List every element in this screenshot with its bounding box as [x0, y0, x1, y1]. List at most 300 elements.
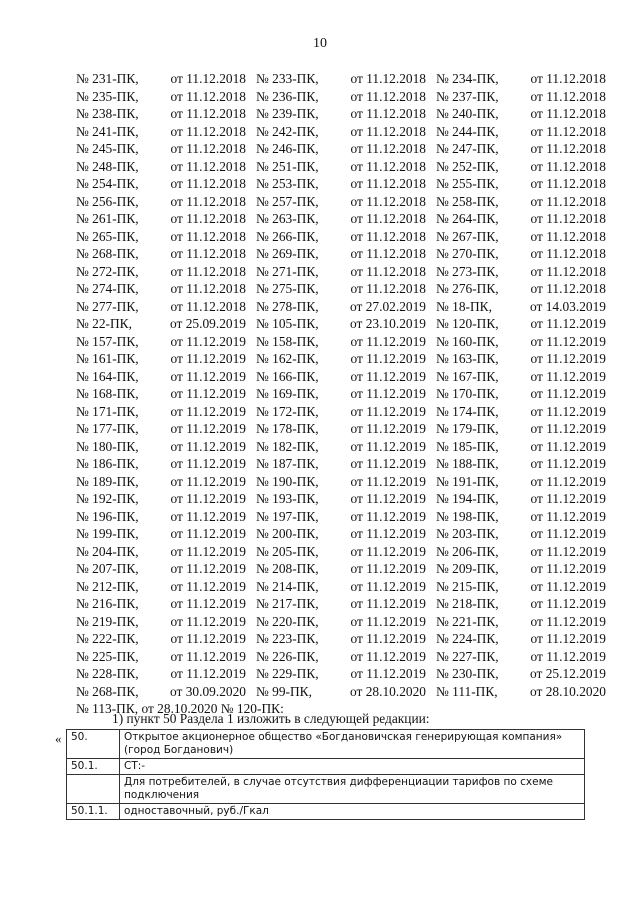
resolution-number: № 225-ПК, [76, 648, 139, 664]
resolution-date: от 11.12.2019 [170, 403, 246, 419]
resolution-entry [436, 385, 606, 403]
resolution-date: от 11.12.2018 [170, 88, 246, 104]
resolution-entry [76, 228, 246, 246]
resolution-entry [436, 123, 606, 141]
resolution-number: № 218-ПК, [436, 596, 499, 611]
resolution-number: № 278-ПК, [256, 298, 319, 314]
resolution-number: № 276-ПК, [436, 281, 499, 296]
list-row [76, 630, 606, 648]
resolution-date: от 11.12.2018 [350, 228, 426, 244]
resolution-date: от 11.12.2019 [530, 368, 606, 384]
resolution-date: от 11.12.2019 [350, 578, 426, 594]
resolution-date: от 11.12.2018 [170, 281, 246, 296]
resolution-entry [76, 438, 246, 456]
resolution-entry [256, 263, 426, 281]
resolution-date: от 11.12.2018 [530, 141, 606, 156]
resolution-entry [76, 683, 246, 701]
list-row [76, 595, 606, 613]
resolution-date: от 11.12.2018 [530, 246, 606, 261]
resolution-entry [76, 403, 246, 421]
table-row [67, 730, 585, 759]
resolution-entry [436, 140, 606, 158]
resolution-entry [436, 298, 606, 316]
resolution-number: № 237-ПК, [436, 88, 499, 104]
resolution-entry [436, 228, 606, 246]
resolution-number: № 216-ПК, [76, 596, 139, 611]
resolution-entry [256, 560, 426, 578]
resolution-number: № 273-ПК, [436, 263, 499, 279]
resolution-date: от 11.12.2018 [530, 88, 606, 104]
resolution-date: от 11.12.2019 [350, 561, 426, 576]
resolution-number: № 196-ПК, [76, 508, 139, 524]
resolution-number: № 223-ПК, [256, 631, 319, 646]
resolution-date: от 11.12.2019 [530, 421, 606, 436]
resolution-number: № 221-ПК, [436, 613, 499, 629]
resolution-number: № 189-ПК, [76, 473, 139, 489]
resolution-entry [256, 333, 426, 351]
resolution-number: № 245-ПК, [76, 141, 139, 156]
resolution-date: от 11.12.2019 [530, 386, 606, 401]
resolution-date: от 25.09.2019 [170, 316, 246, 331]
resolution-number: № 224-ПК, [436, 631, 499, 646]
resolution-date: от 11.12.2019 [350, 473, 426, 489]
row-text: СТ:- [120, 759, 585, 775]
resolution-entry [256, 473, 426, 491]
list-row [76, 473, 606, 491]
row-text: Открытое акционерное общество «Богдановичская генерирующая компания» (город Богданович) [120, 730, 585, 759]
resolution-entry [256, 385, 426, 403]
list-row [76, 490, 606, 508]
resolution-date: от 11.12.2018 [350, 176, 426, 191]
resolution-number: № 162-ПК, [256, 351, 319, 366]
resolution-number: № 264-ПК, [436, 211, 499, 226]
resolution-date: от 11.12.2018 [350, 106, 426, 121]
resolution-date: от 11.12.2019 [350, 508, 426, 524]
resolution-entry [256, 420, 426, 438]
tariff-table [66, 729, 585, 820]
resolution-entry [256, 595, 426, 613]
resolution-number: № 177-ПК, [76, 421, 139, 436]
resolution-number: № 267-ПК, [436, 228, 499, 244]
resolution-number: № 274-ПК, [76, 281, 139, 296]
resolution-date: от 11.12.2019 [350, 333, 426, 349]
resolution-date: от 11.12.2018 [350, 246, 426, 261]
resolution-date: от 11.12.2018 [530, 106, 606, 121]
resolution-entry [256, 210, 426, 228]
resolution-date: от 11.12.2018 [530, 211, 606, 226]
resolution-date: от 11.12.2019 [530, 351, 606, 366]
resolution-date: от 11.12.2019 [350, 596, 426, 611]
resolution-number: № 235-ПК, [76, 88, 139, 104]
resolution-date: от 11.12.2018 [170, 193, 246, 209]
list-row [76, 350, 606, 368]
resolution-number: № 246-ПК, [256, 141, 319, 156]
resolution-date: от 23.10.2019 [350, 316, 426, 331]
resolution-entry [436, 193, 606, 211]
resolution-date: от 11.12.2019 [170, 351, 246, 366]
resolution-date: от 11.12.2019 [170, 631, 246, 646]
resolution-date: от 11.12.2019 [170, 613, 246, 629]
resolution-entry [76, 123, 246, 141]
resolution-date: от 11.12.2018 [350, 141, 426, 156]
resolution-date: от 25.12.2019 [530, 666, 606, 681]
row-text: Для потребителей, в случае отсутствия дифференциации тарифов по схеме подключения [120, 775, 585, 804]
list-row [76, 578, 606, 596]
resolution-entry [436, 578, 606, 596]
resolution-entry [76, 613, 246, 631]
resolution-number: № 238-ПК, [76, 106, 139, 121]
resolution-entry [436, 333, 606, 351]
resolution-number: № 241-ПК, [76, 123, 139, 139]
resolution-entry [76, 578, 246, 596]
resolution-date: от 11.12.2019 [530, 508, 606, 524]
list-last-line: № 113-ПК, от 28.10.2020 № 120-ПК: [76, 701, 284, 716]
list-row [76, 105, 606, 123]
resolution-entry [256, 140, 426, 158]
resolution-entry [76, 158, 246, 176]
resolution-number: № 271-ПК, [256, 263, 319, 279]
resolution-entry [256, 88, 426, 106]
list-row [76, 438, 606, 456]
resolution-entry [256, 508, 426, 526]
resolution-entry [436, 175, 606, 193]
resolution-date: от 11.12.2019 [350, 368, 426, 384]
resolution-entry [436, 508, 606, 526]
resolution-entry [76, 298, 246, 316]
row-number: 50.1. [67, 759, 120, 775]
resolution-entry [76, 210, 246, 228]
resolution-date: от 27.02.2019 [350, 298, 426, 314]
list-row [76, 420, 606, 438]
resolution-number: № 230-ПК, [436, 666, 499, 681]
resolution-number: № 244-ПК, [436, 123, 499, 139]
resolution-number: № 171-ПК, [76, 403, 139, 419]
resolution-number: № 178-ПК, [256, 421, 319, 436]
list-row [76, 385, 606, 403]
resolution-entry [436, 420, 606, 438]
resolution-date: от 11.12.2019 [530, 438, 606, 454]
list-row [76, 525, 606, 543]
list-row [76, 158, 606, 176]
resolution-entry [436, 88, 606, 106]
resolution-entry [436, 665, 606, 683]
resolution-date: от 11.12.2019 [170, 561, 246, 576]
resolution-entry [256, 403, 426, 421]
resolution-number: № 203-ПК, [436, 526, 499, 541]
resolution-number: № 111-ПК, [436, 683, 498, 699]
resolution-number: № 209-ПК, [436, 561, 499, 576]
resolution-date: от 11.12.2019 [170, 386, 246, 401]
list-row [76, 140, 606, 158]
resolution-date: от 11.12.2019 [350, 631, 426, 646]
resolution-entry [76, 350, 246, 368]
resolution-number: № 263-ПК, [256, 211, 319, 226]
resolution-entry [256, 525, 426, 543]
resolution-entry [76, 70, 246, 88]
resolution-entry [76, 648, 246, 666]
resolution-number: № 158-ПК, [256, 333, 319, 349]
resolution-date: от 11.12.2019 [350, 403, 426, 419]
resolution-date: от 11.12.2019 [350, 421, 426, 436]
resolution-number: № 266-ПК, [256, 228, 319, 244]
resolution-entry [436, 630, 606, 648]
resolution-entry [256, 630, 426, 648]
resolution-number: № 190-ПК, [256, 473, 319, 489]
amendment-intro: 1) пункт 50 Раздела 1 изложить в следующей редакции: [112, 711, 430, 726]
resolution-date: от 14.03.2019 [530, 298, 606, 314]
resolution-number: № 220-ПК, [256, 613, 319, 629]
opening-quote-mark: « [55, 731, 62, 746]
resolution-number: № 217-ПК, [256, 596, 319, 611]
resolution-date: от 11.12.2019 [530, 561, 606, 576]
resolution-entry [256, 613, 426, 631]
resolution-number: № 254-ПК, [76, 176, 139, 191]
resolution-entry [256, 315, 426, 333]
resolution-date: от 11.12.2018 [170, 158, 246, 174]
resolution-entry [256, 158, 426, 176]
resolution-entry [436, 70, 606, 88]
resolution-date: от 11.12.2019 [530, 613, 606, 629]
resolution-number: № 256-ПК, [76, 193, 139, 209]
resolution-entry [76, 490, 246, 508]
list-row [76, 368, 606, 386]
resolution-date: от 11.12.2018 [170, 71, 246, 86]
resolution-entry [76, 175, 246, 193]
resolution-entry [436, 438, 606, 456]
resolution-number: № 164-ПК, [76, 368, 139, 384]
resolution-entry [436, 280, 606, 298]
resolution-number: № 236-ПК, [256, 88, 319, 104]
list-row [76, 280, 606, 298]
resolution-date: от 11.12.2019 [170, 368, 246, 384]
resolution-entry [436, 683, 606, 701]
resolution-date: от 11.12.2018 [350, 281, 426, 296]
resolution-entry [76, 473, 246, 491]
resolution-number: № 277-ПК, [76, 298, 139, 314]
resolution-date: от 11.12.2018 [350, 88, 426, 104]
resolution-date: от 11.12.2018 [530, 263, 606, 279]
list-row [76, 455, 606, 473]
list-row [76, 123, 606, 141]
resolution-number: № 214-ПК, [256, 578, 319, 594]
resolution-entry [436, 455, 606, 473]
resolution-date: от 11.12.2019 [350, 543, 426, 559]
resolution-date: от 11.12.2019 [170, 648, 246, 664]
resolution-date: от 11.12.2019 [170, 333, 246, 349]
resolution-entry [76, 543, 246, 561]
list-row [76, 88, 606, 106]
resolution-date: от 11.12.2018 [170, 123, 246, 139]
resolution-number: № 253-ПК, [256, 176, 319, 191]
resolution-entry [256, 648, 426, 666]
resolution-entry [436, 350, 606, 368]
resolution-number: № 258-ПК, [436, 193, 499, 209]
resolution-number: № 219-ПК, [76, 613, 139, 629]
row-text: одноставочный, руб./Гкал [120, 804, 585, 820]
resolution-number: № 227-ПК, [436, 648, 499, 664]
resolution-entry [76, 315, 246, 333]
resolution-number: № 222-ПК, [76, 631, 139, 646]
resolution-date: от 11.12.2018 [530, 193, 606, 209]
resolution-date: от 11.12.2019 [530, 526, 606, 541]
resolution-entry [256, 350, 426, 368]
resolution-entry [76, 140, 246, 158]
resolution-date: от 11.12.2018 [530, 228, 606, 244]
resolution-entry [436, 543, 606, 561]
resolution-entry [76, 560, 246, 578]
resolution-number: № 192-ПК, [76, 491, 139, 506]
resolution-date: от 11.12.2019 [350, 613, 426, 629]
resolution-number: № 234-ПК, [436, 71, 499, 86]
resolution-date: от 11.12.2018 [170, 263, 246, 279]
resolution-entry [436, 315, 606, 333]
resolution-number: № 200-ПК, [256, 526, 319, 541]
resolution-date: от 11.12.2019 [530, 543, 606, 559]
resolution-number: № 207-ПК, [76, 561, 139, 576]
resolution-date: от 28.10.2020 [350, 683, 426, 699]
list-row [76, 403, 606, 421]
list-row [76, 298, 606, 316]
resolution-date: от 11.12.2018 [170, 106, 246, 121]
resolution-date: от 11.12.2019 [350, 438, 426, 454]
list-row [76, 560, 606, 578]
resolution-number: № 272-ПК, [76, 263, 139, 279]
resolution-date: от 11.12.2018 [350, 123, 426, 139]
resolution-list [76, 70, 606, 718]
resolution-entry [76, 665, 246, 683]
resolution-entry [256, 123, 426, 141]
list-row [76, 508, 606, 526]
resolution-number: № 206-ПК, [436, 543, 499, 559]
resolution-entry [256, 543, 426, 561]
resolution-number: № 185-ПК, [436, 438, 499, 454]
resolution-entry [436, 560, 606, 578]
resolution-date: от 11.12.2018 [170, 211, 246, 226]
resolution-date: от 11.12.2019 [170, 578, 246, 594]
resolution-number: № 265-ПК, [76, 228, 139, 244]
resolution-date: от 11.12.2018 [350, 193, 426, 209]
resolution-date: от 11.12.2018 [170, 141, 246, 156]
resolution-entry [256, 578, 426, 596]
resolution-entry [256, 455, 426, 473]
resolution-number: № 160-ПК, [436, 333, 499, 349]
resolution-number: № 182-ПК, [256, 438, 319, 454]
resolution-date: от 11.12.2019 [350, 386, 426, 401]
resolution-number: № 233-ПК, [256, 71, 319, 86]
resolution-number: № 170-ПК, [436, 386, 499, 401]
resolution-entry [256, 368, 426, 386]
resolution-entry [256, 105, 426, 123]
resolution-entry [436, 595, 606, 613]
resolution-number: № 193-ПК, [256, 491, 319, 506]
resolution-number: № 166-ПК, [256, 368, 319, 384]
resolution-entry [436, 525, 606, 543]
resolution-entry [76, 368, 246, 386]
resolution-number: № 261-ПК, [76, 211, 139, 226]
resolution-entry [76, 280, 246, 298]
resolution-entry [76, 630, 246, 648]
resolution-date: от 11.12.2018 [350, 211, 426, 226]
resolution-number: № 270-ПК, [436, 246, 499, 261]
resolution-number: № 229-ПК, [256, 666, 319, 681]
resolution-entry [256, 298, 426, 316]
resolution-number: № 180-ПК, [76, 438, 139, 454]
resolution-number: № 105-ПК, [256, 316, 319, 331]
resolution-number: № 226-ПК, [256, 648, 319, 664]
resolution-number: № 268-ПК, [76, 246, 139, 261]
row-number: 50. [67, 730, 120, 759]
list-row [76, 648, 606, 666]
resolution-number: № 247-ПК, [436, 141, 499, 156]
resolution-date: от 28.10.2020 [530, 683, 606, 699]
resolution-date: от 30.09.2020 [170, 683, 246, 699]
table-row [67, 775, 585, 804]
resolution-date: от 11.12.2019 [170, 491, 246, 506]
resolution-date: от 11.12.2019 [530, 333, 606, 349]
resolution-entry [256, 665, 426, 683]
list-row [76, 333, 606, 351]
resolution-number: № 198-ПК, [436, 508, 499, 524]
table-row [67, 804, 585, 820]
resolution-date: от 11.12.2018 [170, 246, 246, 261]
resolution-entry [436, 210, 606, 228]
resolution-entry [76, 88, 246, 106]
resolution-entry [76, 595, 246, 613]
resolution-number: № 174-ПК, [436, 403, 499, 419]
resolution-number: № 161-ПК, [76, 351, 139, 366]
resolution-entry [76, 245, 246, 263]
resolution-date: от 11.12.2018 [530, 176, 606, 191]
resolution-date: от 11.12.2018 [530, 71, 606, 86]
resolution-date: от 11.12.2019 [350, 351, 426, 366]
resolution-date: от 11.12.2019 [350, 456, 426, 471]
resolution-number: № 248-ПК, [76, 158, 139, 174]
list-row [76, 210, 606, 228]
resolution-date: от 11.12.2019 [350, 666, 426, 681]
resolution-date: от 11.12.2019 [170, 438, 246, 454]
resolution-date: от 11.12.2019 [530, 648, 606, 664]
resolution-date: от 11.12.2019 [530, 473, 606, 489]
resolution-date: от 11.12.2019 [170, 508, 246, 524]
resolution-entry [256, 70, 426, 88]
resolution-number: № 199-ПК, [76, 526, 139, 541]
list-row [76, 228, 606, 246]
resolution-entry [76, 420, 246, 438]
resolution-date: от 11.12.2019 [530, 596, 606, 611]
list-row [76, 193, 606, 211]
resolution-number: № 163-ПК, [436, 351, 499, 366]
resolution-number: № 239-ПК, [256, 106, 319, 121]
resolution-number: № 172-ПК, [256, 403, 319, 419]
resolution-number: № 188-ПК, [436, 456, 499, 471]
resolution-number: № 252-ПК, [436, 158, 499, 174]
resolution-number: № 251-ПК, [256, 158, 319, 174]
resolution-entry [436, 403, 606, 421]
resolution-number: № 255-ПК, [436, 176, 499, 191]
resolution-date: от 11.12.2018 [350, 71, 426, 86]
resolution-date: от 11.12.2019 [350, 526, 426, 541]
list-row [76, 175, 606, 193]
resolution-number: № 22-ПК, [76, 316, 132, 331]
resolution-entry [76, 508, 246, 526]
resolution-entry [256, 683, 426, 701]
resolution-date: от 11.12.2019 [530, 456, 606, 471]
resolution-number: № 157-ПК, [76, 333, 139, 349]
list-row [76, 263, 606, 281]
resolution-date: от 11.12.2018 [530, 281, 606, 296]
resolution-number: № 257-ПК, [256, 193, 319, 209]
resolution-number: № 167-ПК, [436, 368, 499, 384]
